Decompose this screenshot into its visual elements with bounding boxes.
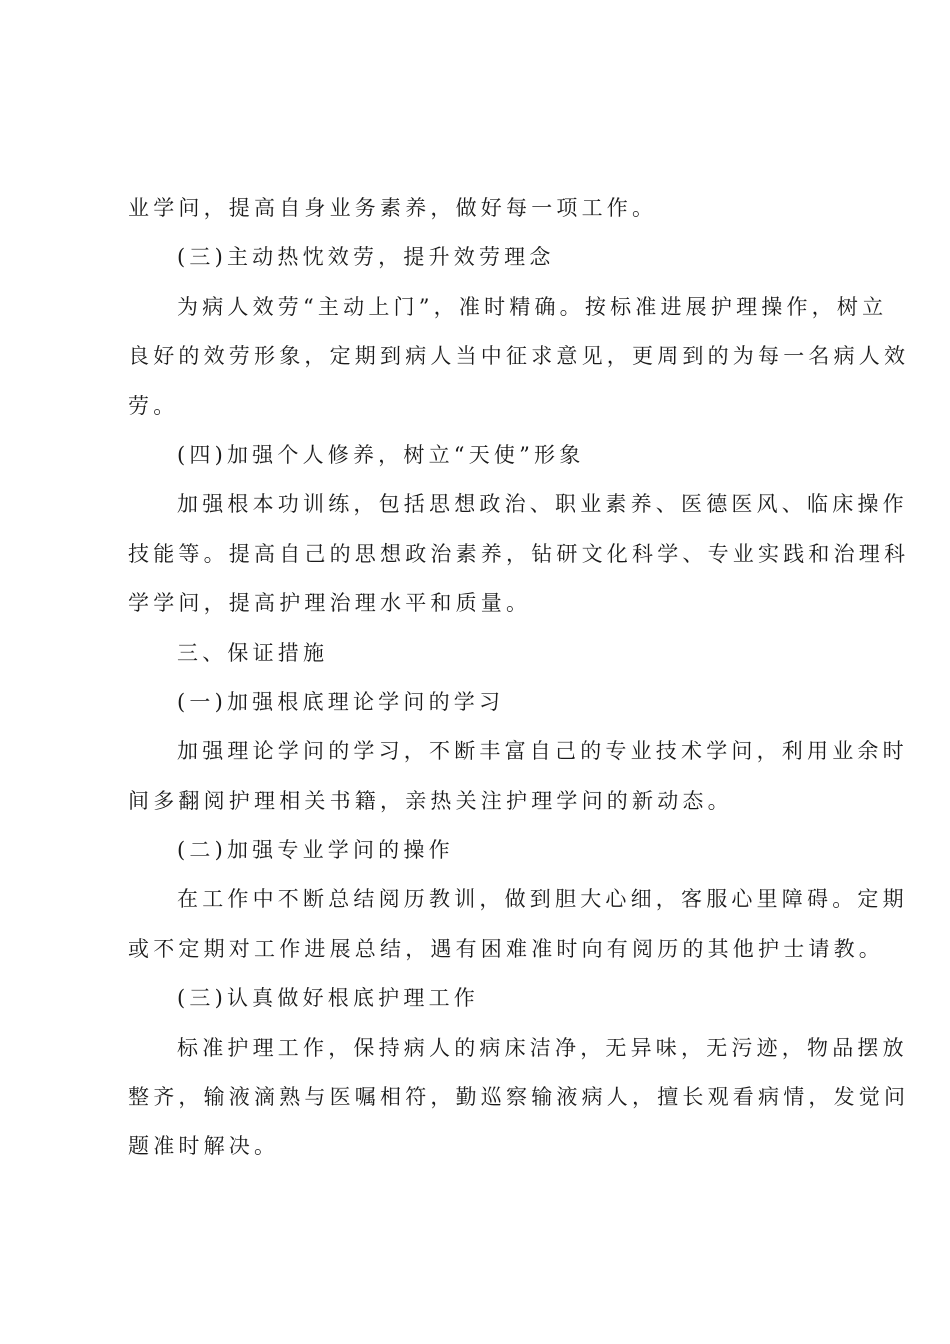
section-heading-4: (四)加强个人修养，树立“天使”形象 <box>177 442 585 467</box>
text-line-1: 业学问，提高自身业务素养，做好每一项工作。 <box>128 196 658 220</box>
paragraph-line: 良好的效劳形象，定期到病人当中征求意见，更周到的为每一名病人效 <box>128 344 910 369</box>
paragraph-line: 学学问，提高护理治理水平和质量。 <box>128 591 532 616</box>
paragraph-line: 劳。 <box>128 393 179 418</box>
sub-heading-1: (一)加强根底理论学问的学习 <box>177 689 505 714</box>
sub-heading-3: (三)认真做好根底护理工作 <box>177 986 479 1011</box>
paragraph-line: 加强理论学问的学习，不断丰富自己的专业技术学问，利用业余时 <box>177 739 908 764</box>
paragraph-line: 技能等。提高自己的思想政治素养，钻研文化科学、专业实践和治理科 <box>128 541 910 566</box>
major-heading: 三、保证措施 <box>177 640 329 665</box>
section-heading-3: (三)主动热忱效劳，提升效劳理念 <box>177 245 555 270</box>
paragraph-line: 加强根本功训练，包括思想政治、职业素养、医德医风、临床操作 <box>177 492 908 517</box>
paragraph-line: 在工作中不断总结阅历教训，做到胆大心细，客服心里障碍。定期 <box>177 887 908 912</box>
paragraph-line: 为病人效劳“主动上门”，准时精确。按标准进展护理操作，树立 <box>177 294 888 319</box>
document-page <box>128 184 910 1172</box>
paragraph-line: 标准护理工作，保持病人的病床洁净，无异味，无污迹，物品摆放 <box>177 1035 908 1060</box>
paragraph-line: 间多翻阅护理相关书籍，亲热关注护理学问的新动态。 <box>128 788 733 813</box>
paragraph-line: 整齐，输液滴熟与医嘱相符，勤巡察输液病人，擅长观看病情，发觉问 <box>128 1085 910 1110</box>
paragraph-line: 或不定期对工作进展总结，遇有困难准时向有阅历的其他护士请教。 <box>128 936 884 961</box>
paragraph-line: 题准时解决。 <box>128 1134 280 1159</box>
sub-heading-2: (二)加强专业学问的操作 <box>177 838 454 863</box>
